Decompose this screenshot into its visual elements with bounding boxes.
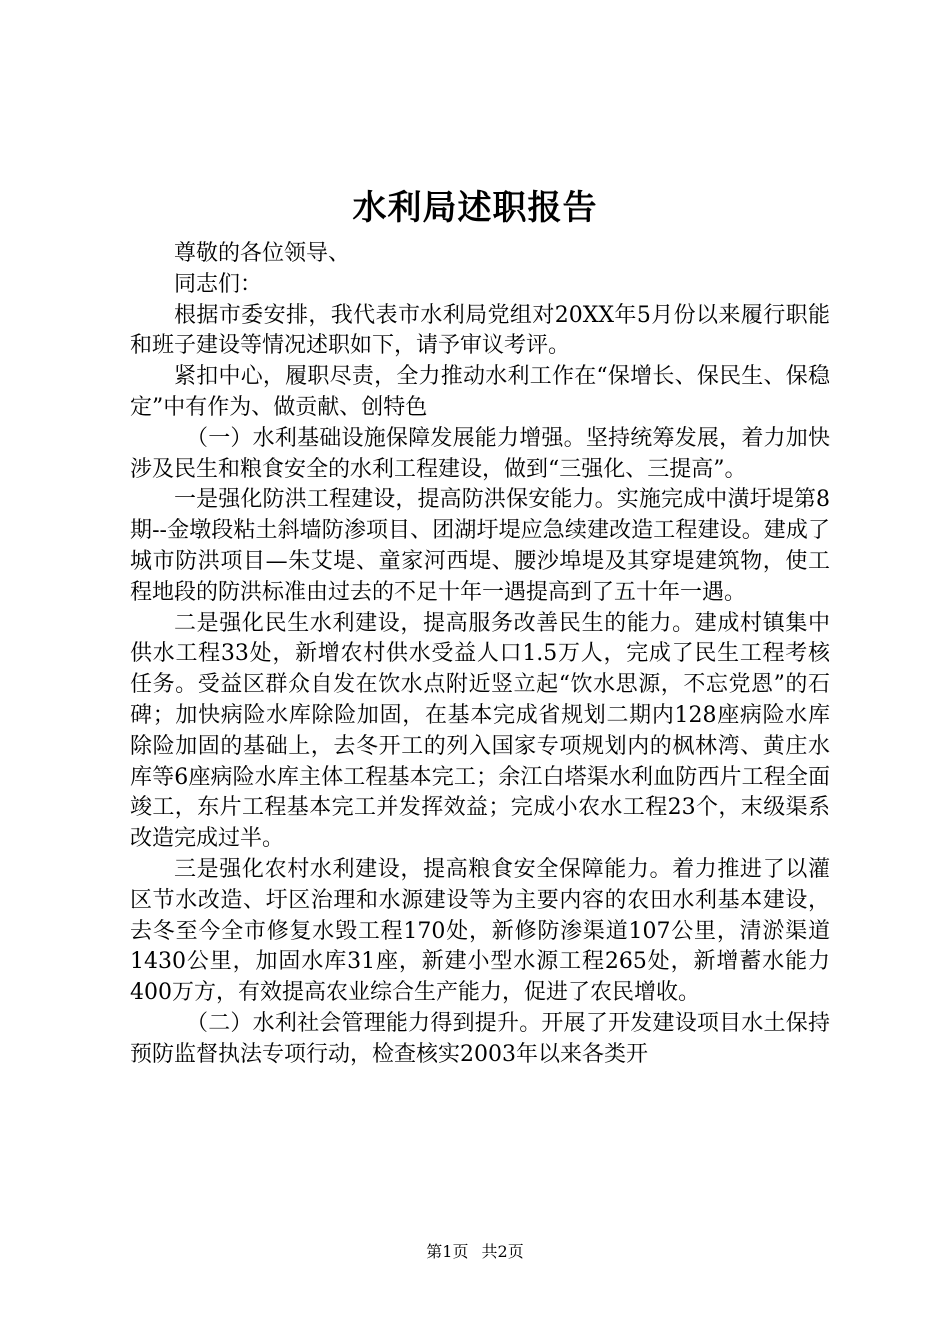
salutation-line-1: 尊敬的各位领导、 xyxy=(174,241,351,266)
subsection-two: （二）水利社会管理能力得到提升。开展了开发建设项目水土保持预防监督执法专项行动，检查核实2003年以来各类开 xyxy=(130,1010,830,1067)
intro-paragraph: 根据市委安排，我代表市水利局党组对20XX年5月份以来履行职能和班子建设等情况述职如下，请予审议考评。 xyxy=(130,302,830,359)
subsection-one: （一）水利基础设施保障发展能力增强。坚持统筹发展，着力加快涉及民生和粮食安全的水利工程建设，做到“三强化、三提高”。 xyxy=(130,425,830,482)
point-two-paragraph: 二是强化民生水利建设，提高服务改善民生的能力。建成村镇集中供水工程33处，新增农村供水受益人口1.5万人，完成了民生工程考核任务。受益区群众自发在饮水点附近竖立起“饮水思源，不忘党恩”的石碑；加快病险水库除险加固，在基本完成省规划二期内128座病险水库除险加固的基础上，去冬开工的列入国家专项规划内的枫林湾、黄庄水库等6座病险水库主体工程基本完工；余江白塔渠水利血防西片工程全面竣工，东片工程基本完工并发挥效益；完成小农水工程23个，末级渠系改造完成过半。 xyxy=(130,610,830,852)
page-title: 水利局述职报告 xyxy=(352,188,598,228)
page-number: 第1页 xyxy=(426,1242,469,1261)
salutation-line-2: 同志们： xyxy=(174,271,263,297)
document-body xyxy=(130,239,830,1071)
page-total: 共2页 xyxy=(481,1242,524,1261)
page-footer xyxy=(0,1240,950,1264)
section-heading: 紧扣中心，履职尽责，全力推动水利工作在“保增长、保民生、保稳定”中有作为、做贡献、创特色 xyxy=(130,364,830,420)
point-one-paragraph: 一是强化防洪工程建设，提高防洪保安能力。实施完成中潢圩堤第8期--金墩段粘土斜墙防渗项目、团湖圩堤应急续建改造工程建设。建成了城市防洪项目—朱艾堤、童家河西堤、腰沙埠堤及其穿堤建筑物，使工程地段的防洪标准由过去的不足十年一遇提高到了五十年一遇。 xyxy=(130,487,830,605)
point-three-paragraph: 三是强化农村水利建设，提高粮食安全保障能力。着力推进了以灌区节水改造、圩区治理和水源建设等为主要内容的农田水利基本建设，去冬至今全市修复水毁工程170处，新修防渗渠道107公里，清淤渠道1430公里，加固水库31座，新建小型水源工程265处，新增蓄水能力400万方，有效提高农业综合生产能力，促进了农民增收。 xyxy=(130,856,830,1006)
